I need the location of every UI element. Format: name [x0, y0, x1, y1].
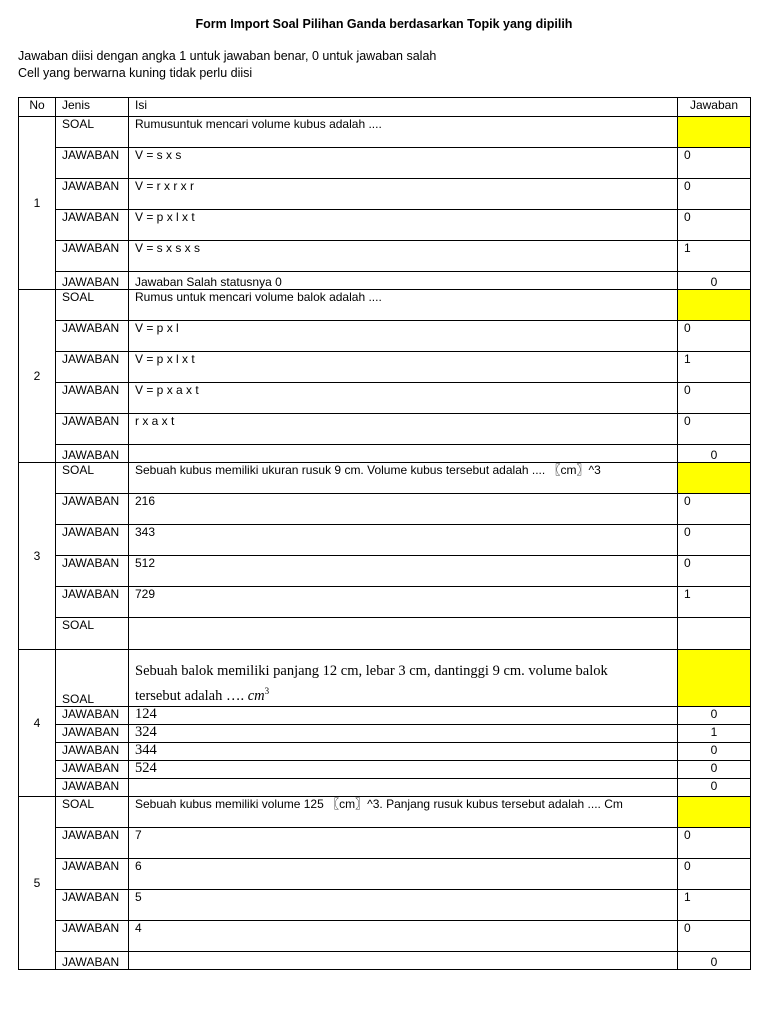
header-jawaban: Jawaban: [678, 98, 751, 117]
answer-value[interactable]: 0: [678, 148, 751, 179]
answer-text[interactable]: 216: [129, 494, 678, 525]
answer-value[interactable]: 0: [678, 414, 751, 445]
jenis-cell: JAWABAN: [56, 587, 129, 618]
answer-value[interactable]: 0: [678, 778, 751, 796]
answer-value[interactable]: 0: [678, 760, 751, 778]
table-row: [19, 742, 751, 760]
answer-text[interactable]: [129, 778, 678, 796]
answer-text[interactable]: V = p x l x t: [129, 352, 678, 383]
jenis-cell: JAWABAN: [56, 951, 129, 969]
table-row: [19, 148, 751, 179]
answer-value[interactable]: 0: [678, 179, 751, 210]
table-row: [19, 272, 751, 290]
jenis-cell: JAWABAN: [56, 827, 129, 858]
jenis-cell: JAWABAN: [56, 858, 129, 889]
answer-value[interactable]: 0: [678, 827, 751, 858]
table-row: [19, 778, 751, 796]
answer-value[interactable]: 0: [678, 858, 751, 889]
jenis-cell: JAWABAN: [56, 321, 129, 352]
jenis-cell: SOAL: [56, 796, 129, 827]
table-row: [19, 556, 751, 587]
jenis-cell: JAWABAN: [56, 210, 129, 241]
table-row: [19, 706, 751, 724]
answer-value[interactable]: 0: [678, 556, 751, 587]
question-table: [18, 97, 751, 970]
table-row: [19, 618, 751, 650]
answer-value[interactable]: 1: [678, 724, 751, 742]
answer-text[interactable]: V = p x l x t: [129, 210, 678, 241]
answer-value[interactable]: 0: [678, 272, 751, 290]
table-row: [19, 463, 751, 494]
table-row: [19, 179, 751, 210]
question-text[interactable]: [129, 650, 678, 707]
jenis-cell: SOAL: [56, 650, 129, 707]
question-number: 4: [19, 650, 56, 797]
jenis-cell: JAWABAN: [56, 494, 129, 525]
answer-text[interactable]: 524: [129, 760, 678, 778]
answer-text[interactable]: V = p x a x t: [129, 383, 678, 414]
jenis-cell: SOAL: [56, 463, 129, 494]
jenis-cell: SOAL: [56, 618, 129, 650]
question-text[interactable]: Sebuah kubus memiliki ukuran rusuk 9 cm. Volume kubus tersebut adalah .... 〖cm〗^3: [129, 463, 678, 494]
header-row: [19, 98, 751, 117]
answer-value[interactable]: 0: [678, 706, 751, 724]
answer-cell-disabled: [678, 290, 751, 321]
table-row: [19, 827, 751, 858]
answer-value[interactable]: 0: [678, 525, 751, 556]
jenis-cell: JAWABAN: [56, 742, 129, 760]
answer-value[interactable]: 0: [678, 951, 751, 969]
jenis-cell: JAWABAN: [56, 148, 129, 179]
answer-text[interactable]: 343: [129, 525, 678, 556]
answer-value[interactable]: 1: [678, 889, 751, 920]
table-row: [19, 858, 751, 889]
answer-value[interactable]: 0: [678, 383, 751, 414]
answer-text[interactable]: 6: [129, 858, 678, 889]
jenis-cell: JAWABAN: [56, 414, 129, 445]
answer-cell-disabled: [678, 796, 751, 827]
table-row: [19, 951, 751, 969]
table-row: [19, 445, 751, 463]
answer-value[interactable]: 1: [678, 587, 751, 618]
header-isi: Isi: [129, 98, 678, 117]
table-row: [19, 525, 751, 556]
jenis-cell: SOAL: [56, 117, 129, 148]
jenis-cell: JAWABAN: [56, 241, 129, 272]
question-number: 1: [19, 117, 56, 290]
jenis-cell: JAWABAN: [56, 445, 129, 463]
answer-cell-disabled: [678, 463, 751, 494]
answer-text[interactable]: 729: [129, 587, 678, 618]
table-row: [19, 724, 751, 742]
table-row: [19, 414, 751, 445]
jenis-cell: JAWABAN: [56, 760, 129, 778]
answer-text[interactable]: V = s x s: [129, 148, 678, 179]
question-text-line-2-body: tersebut adalah ….: [135, 687, 248, 704]
answer-cell-disabled: [678, 650, 751, 707]
table-row: [19, 290, 751, 321]
header-no: No: [19, 98, 56, 117]
table-row: [19, 587, 751, 618]
answer-value[interactable]: 0: [678, 920, 751, 951]
answer-text[interactable]: [129, 618, 678, 650]
answer-text[interactable]: 344: [129, 742, 678, 760]
answer-text[interactable]: Jawaban Salah statusnya 0: [129, 272, 678, 290]
answer-value[interactable]: 0: [678, 494, 751, 525]
table-row: [19, 760, 751, 778]
answer-value[interactable]: 0: [678, 321, 751, 352]
unit-exponent: 3: [264, 686, 270, 696]
table-row: [19, 321, 751, 352]
jenis-cell: JAWABAN: [56, 383, 129, 414]
answer-value[interactable]: 0: [678, 210, 751, 241]
jenis-cell: SOAL: [56, 290, 129, 321]
jenis-cell: JAWABAN: [56, 889, 129, 920]
answer-cell-disabled: [678, 117, 751, 148]
question-text-line-1: Sebuah balok memiliki panjang 12 cm, lebar 3 cm, dantinggi 9 cm. volume balok: [135, 663, 608, 679]
instruction-line-1: Jawaban diisi dengan angka 1 untuk jawaban benar, 0 untuk jawaban salah: [18, 49, 437, 63]
question-number: 3: [19, 463, 56, 650]
table-row: [19, 650, 751, 707]
jenis-cell: JAWABAN: [56, 352, 129, 383]
jenis-cell: JAWABAN: [56, 778, 129, 796]
jenis-cell: JAWABAN: [56, 724, 129, 742]
answer-text[interactable]: 4: [129, 920, 678, 951]
answer-value[interactable]: 0: [678, 445, 751, 463]
answer-value[interactable]: 0: [678, 742, 751, 760]
jenis-cell: JAWABAN: [56, 556, 129, 587]
answer-text[interactable]: 512: [129, 556, 678, 587]
answer-text[interactable]: V = s x s x s: [129, 241, 678, 272]
table-row: [19, 920, 751, 951]
question-text[interactable]: Sebuah kubus memiliki volume 125 〖cm〗^3. Panjang rusuk kubus tersebut adalah .... Cm: [129, 796, 678, 827]
answer-text[interactable]: 7: [129, 827, 678, 858]
answer-text[interactable]: V = p x l: [129, 321, 678, 352]
header-jenis: Jenis: [56, 98, 129, 117]
answer-value[interactable]: 1: [678, 352, 751, 383]
jenis-cell: JAWABAN: [56, 706, 129, 724]
question-number: 5: [19, 796, 56, 969]
page-title: Form Import Soal Pilihan Ganda berdasarkan Topik yang dipilih: [195, 17, 573, 31]
table-row: [19, 117, 751, 148]
question-text-line-2: [135, 681, 677, 706]
unit-label: cm: [247, 687, 265, 704]
answer-text[interactable]: 5: [129, 889, 678, 920]
answer-text[interactable]: [129, 951, 678, 969]
answer-value[interactable]: 1: [678, 241, 751, 272]
table-row: [19, 494, 751, 525]
answer-text[interactable]: [129, 445, 678, 463]
table-row: [19, 241, 751, 272]
jenis-cell: JAWABAN: [56, 179, 129, 210]
answer-text[interactable]: V = r x r x r: [129, 179, 678, 210]
answer-text[interactable]: r x a x t: [129, 414, 678, 445]
table-row: [19, 383, 751, 414]
instruction-line-2: Cell yang berwarna kuning tidak perlu diisi: [18, 66, 253, 80]
jenis-cell: JAWABAN: [56, 272, 129, 290]
question-text[interactable]: Rumusuntuk mencari volume kubus adalah ....: [129, 117, 678, 148]
answer-text[interactable]: 324: [129, 724, 678, 742]
answer-value[interactable]: [678, 618, 751, 650]
jenis-cell: JAWABAN: [56, 920, 129, 951]
table-row: [19, 352, 751, 383]
table-row: [19, 210, 751, 241]
question-number: 2: [19, 290, 56, 463]
table-row: [19, 889, 751, 920]
table-row: [19, 796, 751, 827]
jenis-cell: JAWABAN: [56, 525, 129, 556]
answer-text[interactable]: 124: [129, 706, 678, 724]
question-text[interactable]: Rumus untuk mencari volume balok adalah ....: [129, 290, 678, 321]
